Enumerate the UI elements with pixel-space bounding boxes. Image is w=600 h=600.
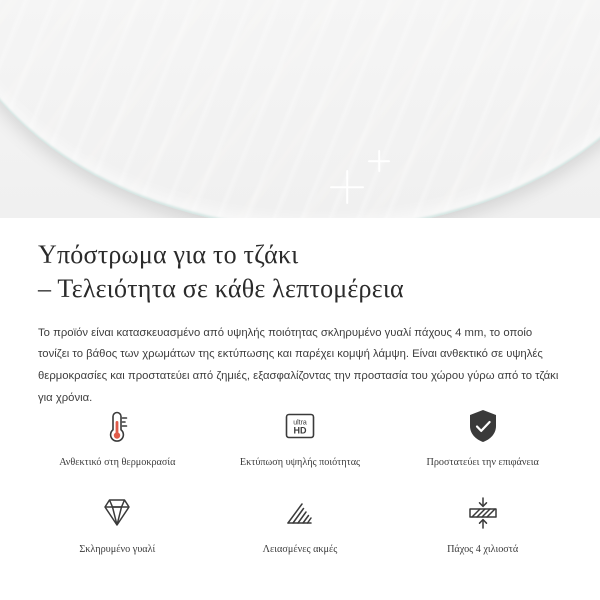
svg-text:ultra: ultra [293,419,307,427]
feature-label: Σκληρυμένο γυαλί [79,544,156,556]
feature-item-print-quality [209,404,392,469]
headline-line-1: Υπόστρωμα για το τζάκι [38,240,299,269]
feature-label: Εκτύπωση υψηλής ποιότητας [239,457,361,468]
feature-item-polished-edges [209,491,392,556]
feature-grid [0,404,600,557]
description-paragraph: Το προϊόν είναι κατασκευασμένο από υψηλής ποιότητας σκληρυμένο γυαλί πάχους 4 mm, το οποίο τονίζει το βάθος των χρωμάτων της εκτύπωσης και παρέχει κομψή λάμψη. Είναι ανθεκτικό σε υψηλές θερμοκρασίες και προστατεύει από ζημιές, εξασφαλίζοντας την προστασία του χώρου γύρω από το τζάκι για χρόνια. [38,326,559,404]
feature-label: Προστατεύει την επιφάνεια [426,457,539,468]
feature-label: Λειασμένες ακμές [262,544,338,556]
feature-item-tempered-glass [26,491,209,556]
ultra-hd-icon [280,404,320,448]
feature-label: Πάχος 4 χιλιοστά [447,544,519,556]
polished-edges-icon [280,491,320,535]
text-content [0,218,600,409]
svg-text:HD: HD [293,425,307,436]
feature-item-surface-protection [391,404,574,469]
diamond-icon [96,491,138,535]
page-title [38,238,562,307]
thermometer-icon [100,404,134,448]
hero-image [0,0,600,218]
feature-item-heat-resistant [26,404,209,469]
feature-label: Ανθεκτικό στη θερμοκρασία [59,457,176,468]
marble-plate-graphic [0,0,600,218]
shield-check-icon [465,404,501,448]
thickness-arrows-icon [462,491,504,535]
feature-item-thickness [391,491,574,556]
headline-line-2: – Τελειότητα σε κάθε λεπτομέρεια [38,274,404,304]
